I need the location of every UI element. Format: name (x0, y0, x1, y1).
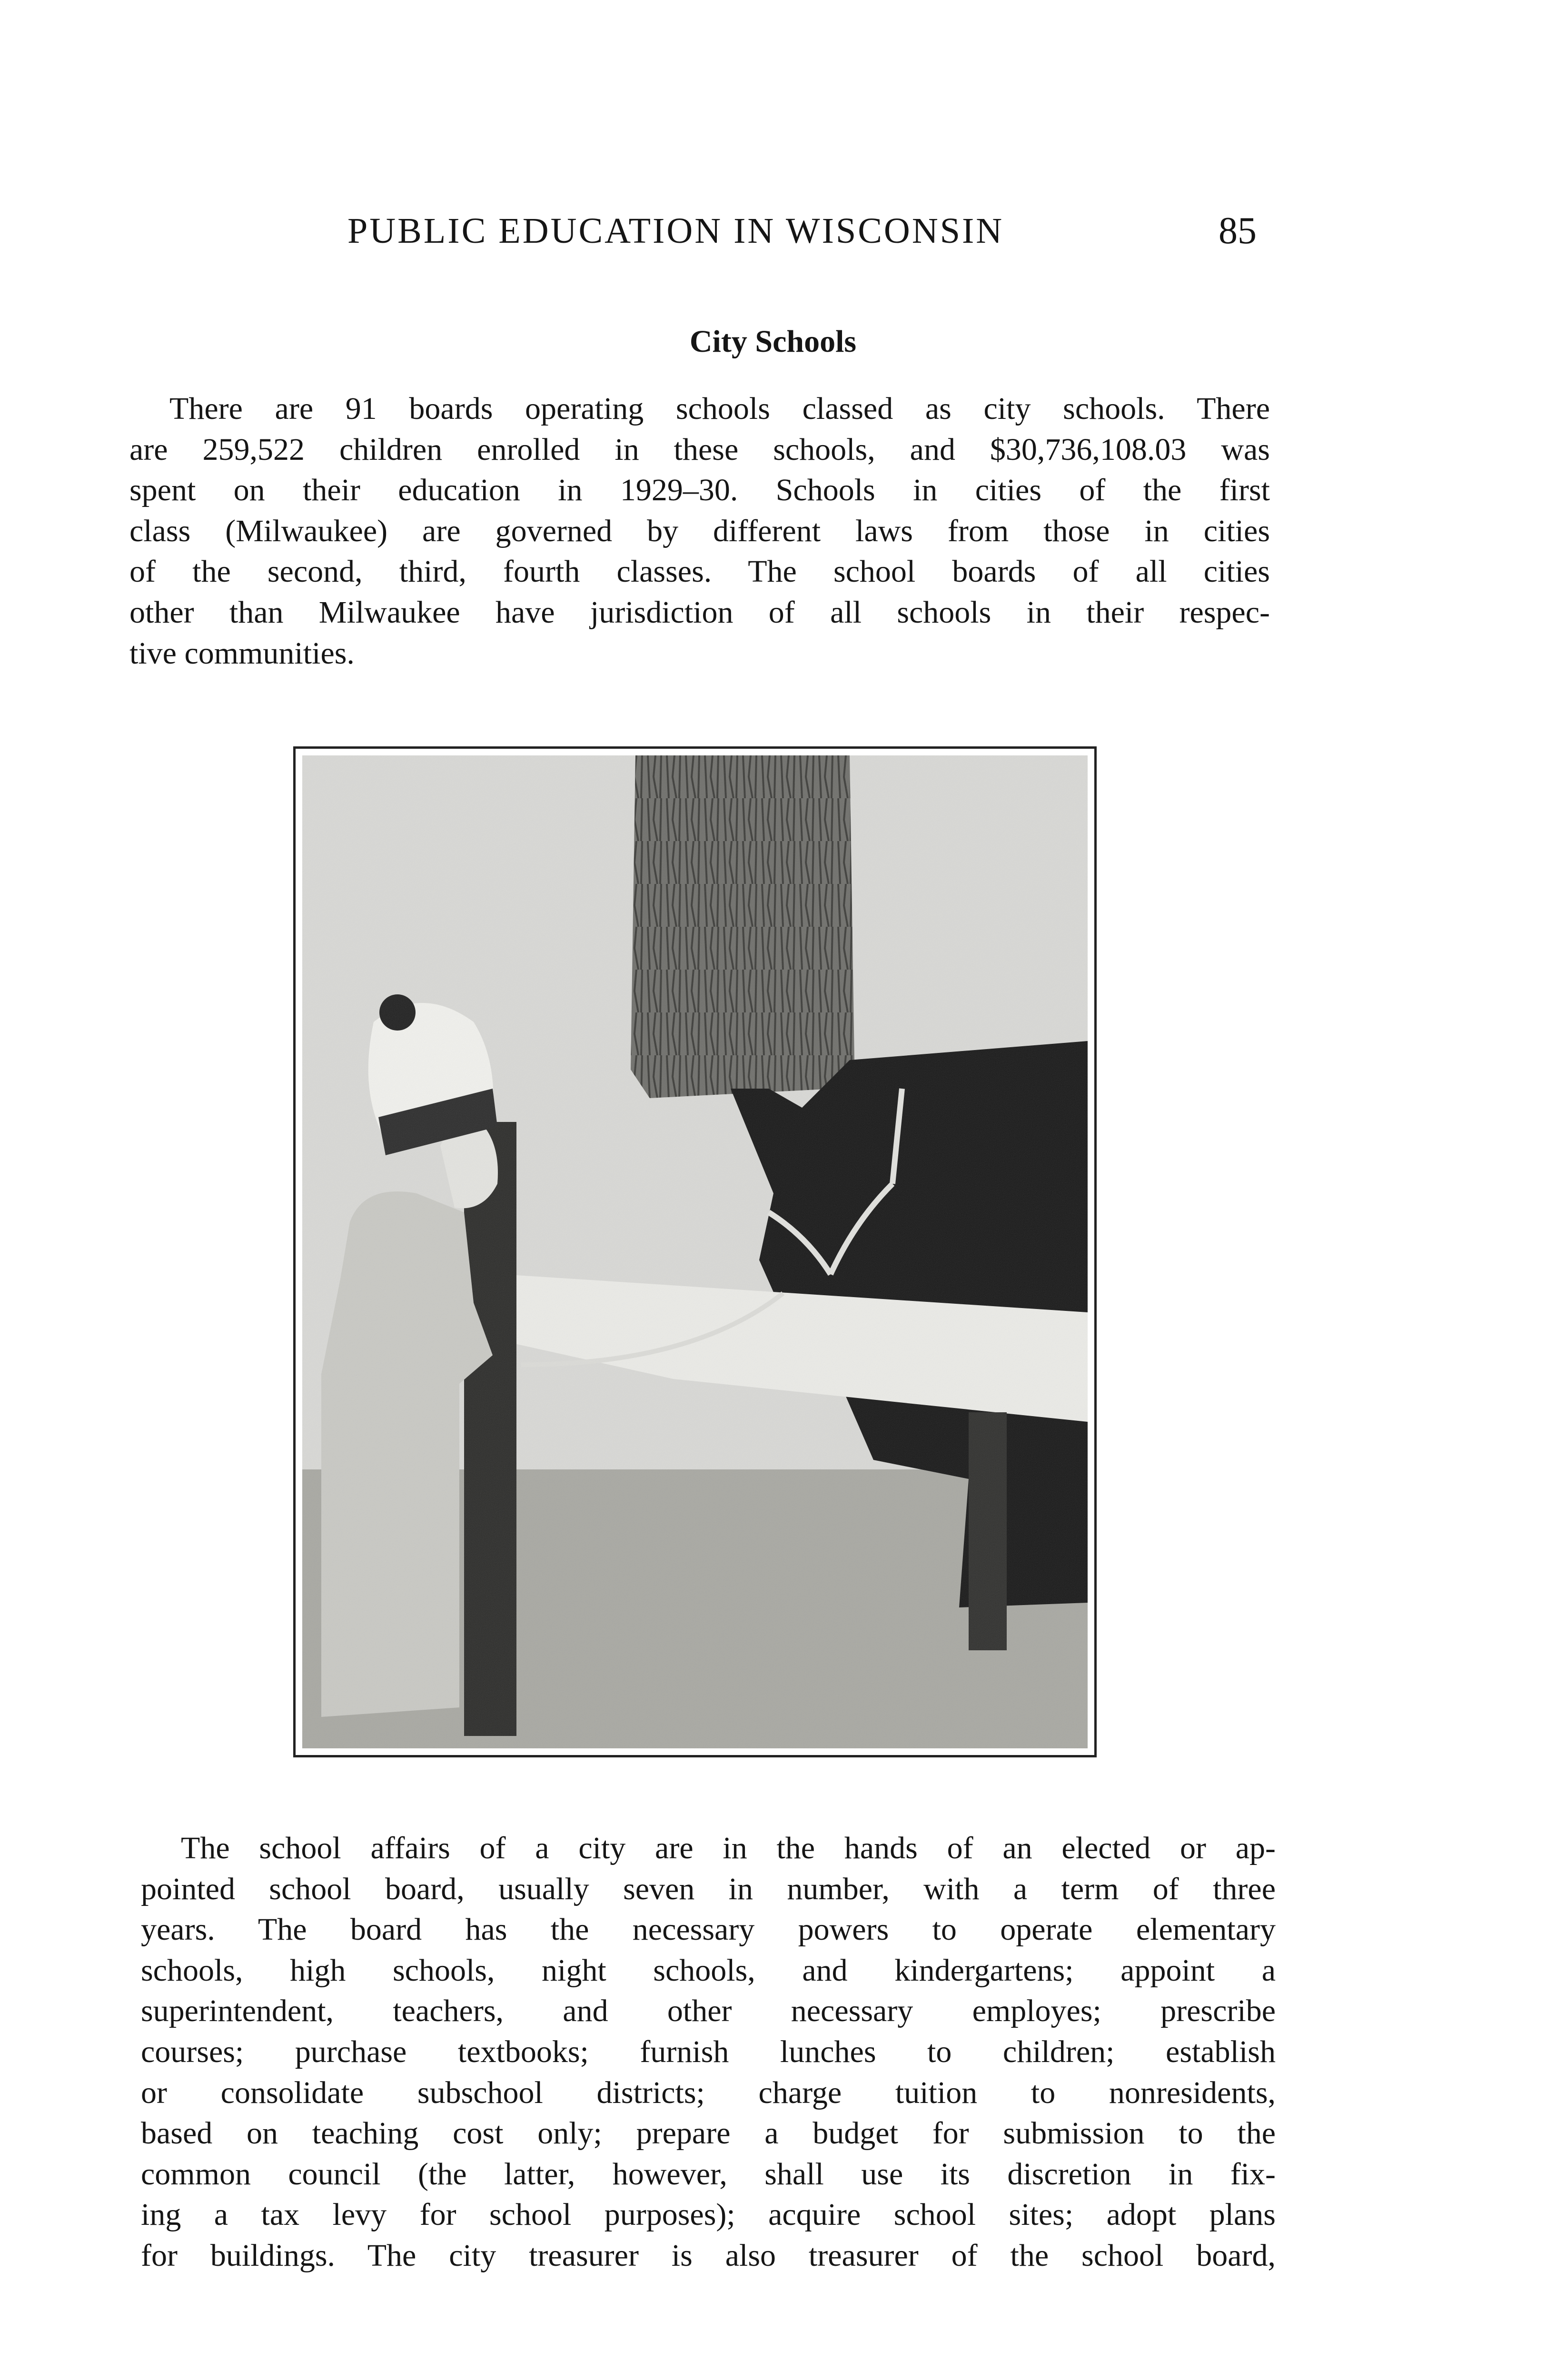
photo-illustration (302, 755, 1088, 1748)
paragraph-line: courses; purchase textbooks; furnish lunches to children; establish (141, 2034, 1276, 2069)
section-heading: City Schools (689, 324, 857, 359)
paragraph-line: based on teaching cost only; prepare a budget for submission to the (141, 2116, 1276, 2151)
photo-child-feeding-calf (293, 746, 1097, 1757)
paragraph-line: tive communities. (129, 635, 355, 671)
paragraph-line: of the second, third, fourth classes. The school boards of all cities (129, 554, 1270, 589)
paragraph-line: class (Milwaukee) are governed by different laws from those in cities (129, 513, 1270, 548)
paragraph-line: superintendent, teachers, and other necessary employes; prescribe (141, 1993, 1276, 2029)
paragraph-line: schools, high schools, night schools, and kindergartens; appoint a (141, 1953, 1276, 1988)
paragraph-city-schools-intro (129, 388, 1270, 674)
paragraph-line: for buildings. The city treasurer is also treasurer of the school board, (141, 2238, 1276, 2273)
paragraph-line: other than Milwaukee have jurisdiction of all schools in their respec- (129, 595, 1270, 630)
paragraph-line (141, 1828, 1276, 1869)
paragraph-line: are 259,522 children enrolled in these schools, and $30,736,108.03 was (129, 432, 1270, 467)
paragraph-line: years. The board has the necessary powers to operate elementary (141, 1912, 1276, 1947)
paragraph-line: or consolidate subschool districts; charge tuition to nonresidents, (141, 2075, 1276, 2110)
paragraph-school-board-powers (141, 1828, 1276, 2276)
photo-grain (302, 755, 1088, 1748)
paragraph-line: spent on their education in 1929–30. Schools in cities of the first (129, 473, 1270, 508)
page-number: 85 (1219, 210, 1257, 252)
running-head (0, 205, 1546, 257)
paragraph-line (129, 388, 1270, 429)
paragraph-line: pointed school board, usually seven in number, with a term of three (141, 1871, 1276, 1906)
running-title: PUBLIC EDUCATION IN WISCONSIN (347, 211, 1004, 251)
line-text: The school affairs of a city are in the hands of an elected or ap- (181, 1831, 1276, 1865)
paragraph-line: common council (the latter, however, shall use its discretion in fix- (141, 2156, 1276, 2192)
paragraph-line: ing a tax levy for school purposes); acquire school sites; adopt plans (141, 2197, 1276, 2232)
line-text: There are 91 boards operating schools classed as city schools. There (169, 391, 1270, 426)
